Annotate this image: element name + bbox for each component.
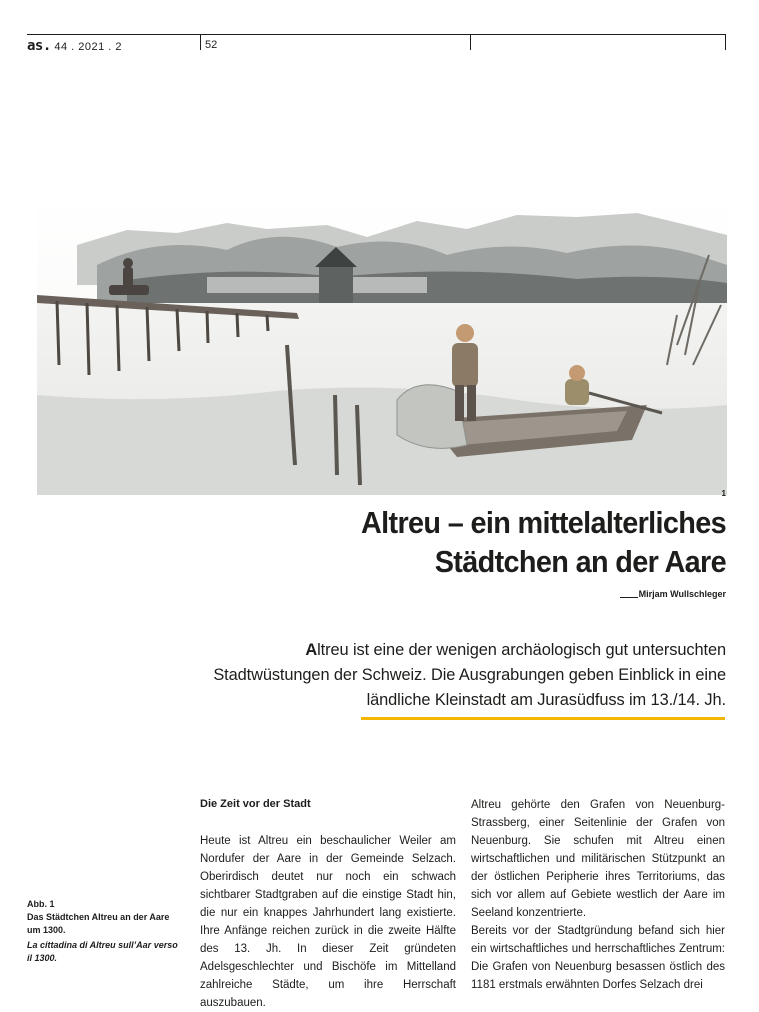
caption-text-it: La cittadina di Altreu sull’Aar verso il 1300. [27,940,178,963]
header-divider [200,34,201,50]
header-divider [470,34,471,50]
figure-caption [27,898,179,965]
caption-label: Abb. 1 [27,899,55,909]
page-number: 52 [205,39,218,51]
town-wall [207,277,427,293]
title-line-1: Altreu – ein mittelalterliches [360,505,726,540]
lead-paragraph [186,638,726,713]
body-column-1 [200,796,456,1012]
town-tower [319,265,353,307]
author-dash [620,597,638,598]
lead-accent-rule [361,717,725,720]
lead-text: ltreu ist eine der wenigen archäologisch gut untersuchten Stadtwüstungen der Schweiz. Die Ausgrabungen geben Einblick in eine ländliche Kleinstadt am Jurasüdfuss im 13./14. Jh. [213,641,726,709]
body-column-2 [471,796,725,994]
body-paragraph: Bereits vor der Stadtgründung befand sich hier ein wirtschaftliches und herrschaftliches Zentrum: Die Grafen von Neuenburg besassen östlich des 1181 erstmals erwähnten Dorfes Selzach drei [471,925,725,991]
section-heading: Die Zeit vor der Stadt [200,798,311,810]
illustration-altreu [37,195,727,495]
journal-reference [27,38,122,54]
figure-number: 1 [721,489,726,498]
journal-issue: 44 . 2021 . 2 [54,41,123,53]
author-byline [620,589,726,599]
body-paragraph: Altreu gehörte den Grafen von Neuenburg-Strassberg, einer Seitenlinie der Grafen von Neuenburg. Sie schufen mit Altreu einen wirtschaftlichen und militärischen Stützpunkt an der östlichen Peripherie ihres Territoriums, das sich vor allem auf Gebiete westlich der Aare im Seeland konzentrierte. [471,799,725,919]
author-name: Mirjam Wullschleger [638,589,726,599]
caption-text-de: Das Städtchen Altreu an der Aare um 1300. [27,912,170,935]
title-line-2: Städtchen an der Aare [434,544,726,579]
journal-logo: as. [27,38,51,54]
body-paragraph: Heute ist Altreu ein beschaulicher Weiler am Nordufer der Aare in der Gemeinde Selzach. Oberirdisch deutet nur noch ein schwach sichtbarer Stadtgraben auf die einstige Stadt hin, die nur ein knappes Jahrhundert lang existierte. Ihre Anfänge reichen zurück in die zweite Hälfte des 13. Jh. In dieser Zeit gründeten Adelsgeschlechter und Bischöfe im Mittelland zahlreiche Städte, um ihre Herrschaft auszubauen. [200,835,456,1009]
header-rule [27,34,726,35]
article-title [242,503,726,581]
lead-initial: A [305,641,318,659]
header-divider [725,34,726,50]
